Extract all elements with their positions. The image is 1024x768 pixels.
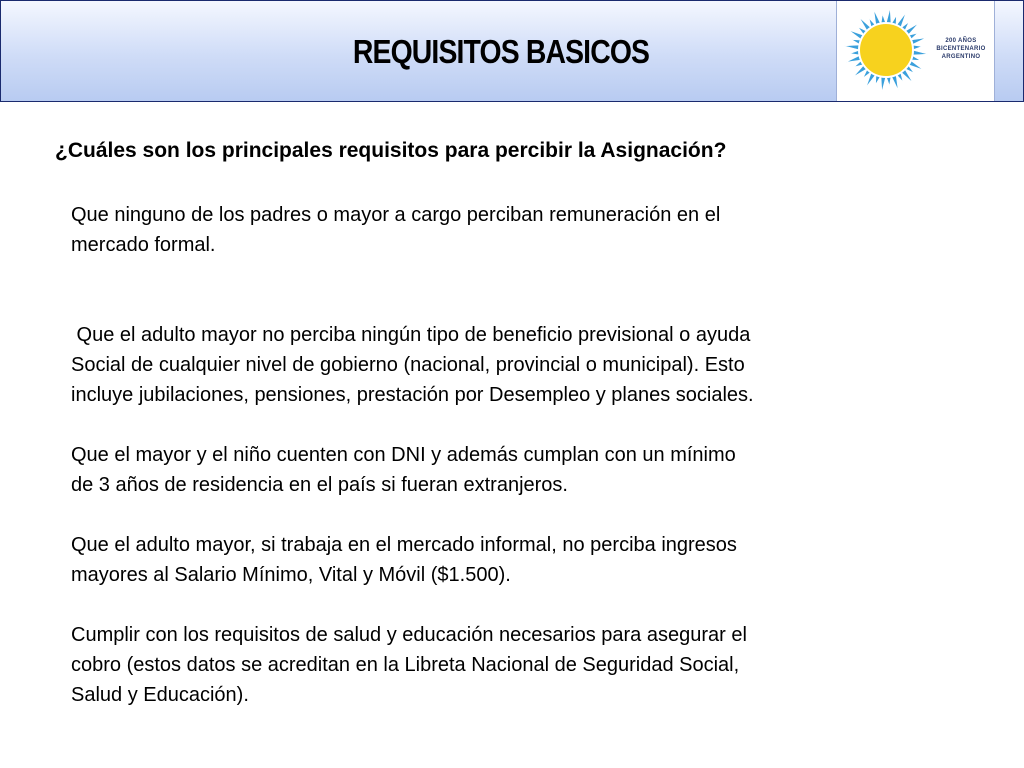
paragraph-line: cobro (estos datos se acreditan en la Libreta Nacional de Seguridad Social, [71,654,740,676]
paragraph-line: incluye jubilaciones, pensiones, prestación por Desempleo y planes sociales. [71,384,754,406]
requirement-paragraph-1 [71,200,961,260]
slide-title: REQUISITOS BASICOS [352,33,650,70]
requirement-paragraph-4 [71,530,961,590]
paragraph-line: Que el mayor y el niño cuenten con DNI y además cumplan con un mínimo [71,444,736,466]
paragraph-line: mercado formal. [71,234,216,256]
paragraph-line: Que ninguno de los padres o mayor a cargo perciban remuneración en el [71,204,721,226]
paragraph-line: Que el adulto mayor no perciba ningún tipo de beneficio previsional o ayuda [71,324,751,346]
question-heading: ¿Cuáles son los principales requisitos para percibir la Asignación? [55,139,727,162]
logo-box [836,1,995,101]
logo-text-line1: 200 AÑOS [945,38,977,44]
requirement-paragraph-2 [71,290,961,410]
requirement-paragraph-5 [71,620,961,710]
logo-text-line2: BICENTENARIO [936,46,986,52]
requirement-paragraph-3 [71,440,961,500]
paragraph-line: Cumplir con los requisitos de salud y educación necesarios para asegurar el [71,624,747,646]
header-bar [0,0,1024,102]
logo-text [931,37,991,61]
bicentenario-sun-logo-icon [843,7,929,93]
paragraph-line: Que el adulto mayor, si trabaja en el mercado informal, no perciba ingresos [71,534,737,556]
paragraph-line: mayores al Salario Mínimo, Vital y Móvil ($1.500). [71,564,511,586]
paragraph-line: Salud y Educación). [71,684,249,706]
requirements-body [71,200,961,740]
paragraph-line: de 3 años de residencia en el país si fueran extranjeros. [71,474,568,496]
logo-text-line3: ARGENTINO [941,54,981,60]
paragraph-line: Social de cualquier nivel de gobierno (nacional, provincial o municipal). Esto [71,354,745,376]
